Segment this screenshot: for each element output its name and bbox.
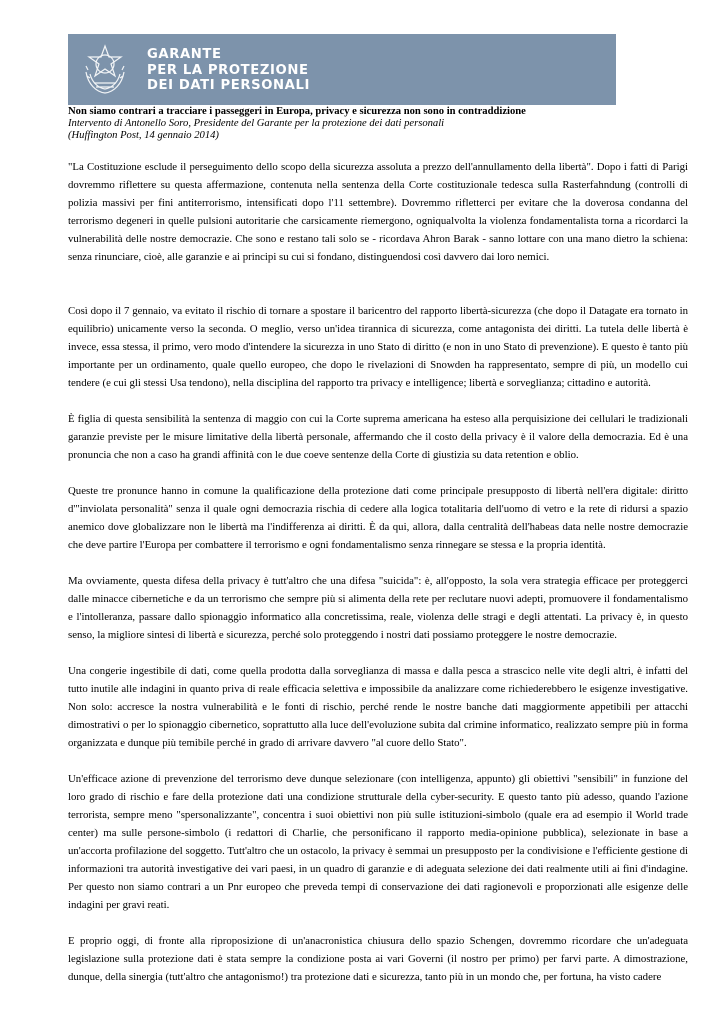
header-banner	[68, 34, 616, 105]
paragraph: Ma ovviamente, questa difesa della privacy è tutt'altro che una difesa "suicida": è, all'opposto, la sola vera strategia efficace per proteggerci dalle minacce cibernetiche e da un terrorismo che sempre più si alimenta della rete per reclutare nuovi adepti, promuovere il fondamentalismo e l'intolleranza, passare dallo spionaggio informatico alla concretissima, reale, violenza delle stragi e degli attentati. La privacy è, in questo senso, la migliore sintesi di libertà e sicurezza, perché solo proteggendo i nostri dati possiamo proteggere le nostre democrazie.	[68, 575, 688, 641]
article-subtitle: Intervento di Antonello Soro, Presidente del Garante per la protezione dei dati personali	[68, 118, 445, 129]
banner-title	[147, 47, 310, 94]
article-source: (Huffington Post, 14 gennaio 2014)	[68, 130, 219, 141]
banner-line-1: GARANTE	[147, 47, 222, 62]
article-header	[68, 106, 658, 142]
article-body	[68, 158, 688, 1004]
italian-republic-emblem-icon	[78, 42, 132, 96]
paragraph: Un'efficace azione di prevenzione del terrorismo deve dunque selezionare (con intelligenza, appunto) gli obiettivi "sensibili" in funzione del loro grado di rischio e fare della protezione dati una condizione strutturale della cyber-security. E questo tanto più adesso, quando l'azione terrorista, sempre meno "spersonalizzante", concentra i suoi obiettivi non più sulle istituzioni-simbolo (quale era ad esempio il World trade center) ma sulle persone-simbolo (i redattori di Charlie, che personificano il rapporto media-opinione pubblica), selezionate in base a un'accorta profilazione del soggetto. Tutt'altro che un ostacolo, la privacy è semmai un presupposto per la condivisione e l'efficiente gestione di informazioni tra autorità investigative dei vari paesi, in un quadro di garanzie e di adeguata selezione dei dati realmente utili ai fini d'indagine. Per questo non siamo contrari a un Pnr europeo che preveda tempi di conservazione dei dati ragionevoli e proporzionati alle esigenze delle indagini per gravi reati.	[68, 773, 688, 911]
article-title: Non siamo contrari a tracciare i passeggeri in Europa, privacy e sicurezza non sono in contraddizione	[68, 106, 526, 117]
paragraph: Queste tre pronunce hanno in comune la qualificazione della protezione dati come principale presupposto di libertà nell'era digitale: diritto d'"inviolata personalità" senza il quale ogni democrazia rischia di cedere alla logica totalitaria dell'uomo di vetro e la rete di ridursi a spazio anemico dove globalizzare non le libertà ma l'indifferenza ai diritti. È da qui, allora, dalla centralità dell'habeas data nelle nostre democrazie che deve partire l'Europa per combattere il terrorismo e ogni fondamentalismo senza rinnegare se stessa e la propria identità.	[68, 485, 688, 551]
paragraph: Una congerie ingestibile di dati, come quella prodotta dalla sorveglianza di massa e dalla pesca a strascico nelle vite degli altri, è infatti del tutto inutile alle indagini in quanto priva di reale efficacia selettiva e impossibile da analizzare come richiederebbero le esigenze investigative. Non solo: accresce la nostra vulnerabilità e le fonti di rischio, perché rende le nostre banche dati maggiormente appetibili per attacchi dimostrativi o per lo spionaggio cibernetico, soprattutto alla luce dell'evoluzione subita dal crimine informatico, realizzato sempre più in forma organizzata e dunque più temibile perché in grado di arrivare davvero "al cuore dello Stato".	[68, 665, 688, 749]
paragraph: È figlia di questa sensibilità la sentenza di maggio con cui la Corte suprema americana ha esteso alla perquisizione dei cellulari le tradizionali garanzie previste per le misure limitative della libertà personale, affermando che il costo della privacy è il valore della democrazia. Ed è una pronuncia che non a caso ha grandi affinità con le due coeve sentenze della Corte di giustizia su data retention e oblio.	[68, 413, 688, 461]
paragraph: "La Costituzione esclude il perseguimento dello scopo della sicurezza assoluta a prezzo dell'annullamento della libertà". Dopo i fatti di Parigi dovremmo riflettere su questa affermazione, contenuta nella sentenza della Corte costituzionale tedesca sulla Rasterfahndung (controlli di polizia massivi per fini antiterrorismo, intensificati dopo l'11 settembre). Dovremmo rifletterci per evitare che la doverosa condanna del terrorismo degeneri in quelle pulsioni autoritarie che carsicamente riemergono, ogniqualvolta la violenza fondamentalista torna a ricordarci la vulnerabilità delle nostre democrazie. Che sono e restano tali solo se - ricordava Ahron Barak - sanno lottare con una mano dietro la schiena: senza rinunciare, cioè, alle garanzie e ai principi su cui si fondano, distinguendosi così davvero dai loro nemici.	[68, 161, 688, 263]
banner-line-3: DEI DATI PERSONALI	[147, 78, 310, 93]
paragraph: Così dopo il 7 gennaio, va evitato il rischio di tornare a spostare il baricentro del rapporto libertà-sicurezza (che dopo il Datagate era tornato in equilibrio) unicamente verso la seconda. O meglio, verso un'idea tirannica di sicurezza, come antagonista dei diritti. La tutela delle libertà è invece, essa stessa, il primo, vero modo d'intendere la sicurezza in uno Stato di diritto (e non in uno Stato di prevenzione). E questo è tanto più importante per un ordinamento, quale quello europeo, che dopo le rivelazioni di Snowden ha rappresentato, sempre di più, un modello cui tendere (e cui gli stessi Usa tendono), nella disciplina del rapporto tra privacy e intelligence; libertà e sorveglianza; cittadino e autorità.	[68, 305, 688, 389]
banner-line-2: PER LA PROTEZIONE	[147, 62, 309, 78]
paragraph: E proprio oggi, di fronte alla riproposizione di un'anacronistica chiusura dello spazio Schengen, dovremmo ricordare che un'adeguata legislazione sulla protezione dati è stata sempre la condizione posta ai vari Governi (il nostro per primo) per farvi parte. A dimostrazione, dunque, della sinergia (tutt'altro che antagonismo!) tra protezione dati e sicurezza, tanto più in un mondo che, per fortuna, ha visto cadere	[68, 935, 688, 983]
